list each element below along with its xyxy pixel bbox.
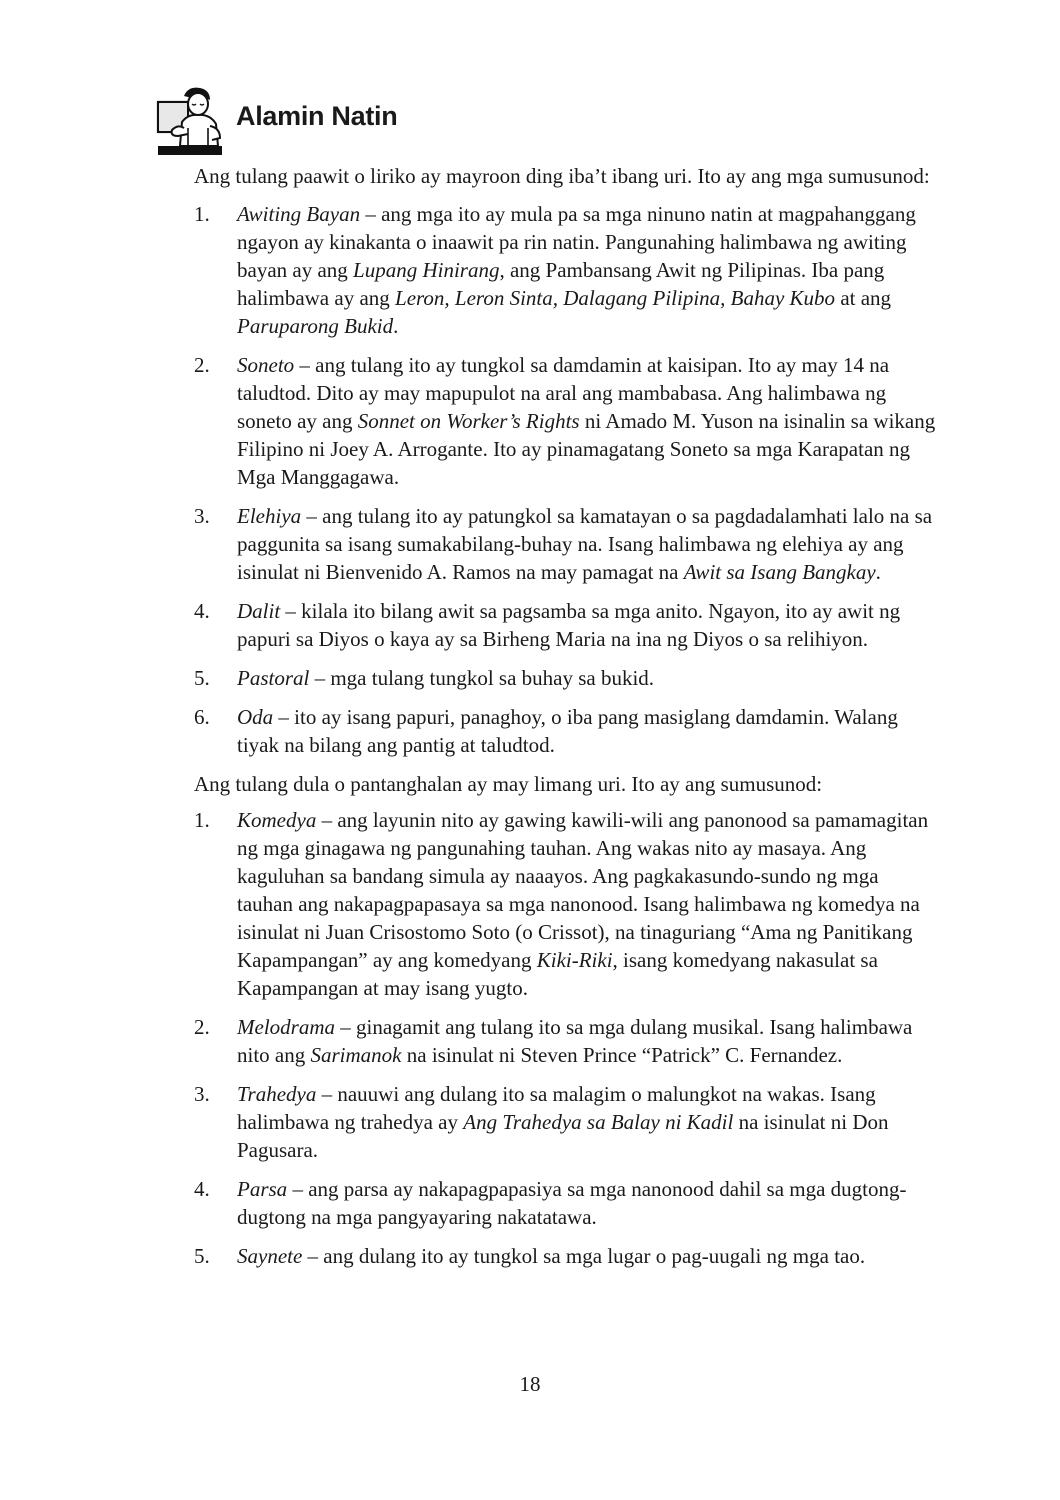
- liriko-intro: Ang tulang paawit o liriko ay mayroon ding iba’t ibang uri. Ito ay ang mga sumusunod:: [194, 164, 930, 188]
- dula-intro: Ang tulang dula o pantanghalan ay may limang uri. Ito ay ang sumusunod:: [194, 772, 823, 796]
- item-text: Komedya – ang layunin nito ay gawing kawili-wili ang panonood sa pamamagitan ng mga ginagawa ng pangunahing tauhan. Ang wakas nito ay masaya. Ang kaguluhan sa bandang simula ay naaayos. Ang pagkakasundo-sundo ng mga tauhan ang nakapagpapasaya sa mga nanonood. Isang halimbawa ng komedya na isinulat ni Juan Crisostomo Soto (o Crissot), na tinaguriang “Ama ng Panitikang Kapampangan” ay ang komedyang Kiki-Riki, isang komedyang nakasulat sa Kapampangan at may isang yugto.: [237, 808, 929, 1000]
- list-item: [151, 1013, 937, 1069]
- item-text: Soneto – ang tulang ito ay tungkol sa damdamin at kaisipan. Ito ay may 14 na taludtod. Dito ay may mapupulot na aral ang mambabasa. Ang halimbawa ng soneto ay ang Sonnet on Worker’s Rights ni Amado M. Yuson na isinalin sa wikang Filipino ni Joey A. Arrogante. Ito ay pinamagatang Soneto sa mga Karapatan ng Mga Manggagawa.: [237, 353, 936, 489]
- list-item: [151, 597, 937, 653]
- item-number: 2.: [194, 1015, 210, 1039]
- item-text: Saynete – ang dulang ito ay tungkol sa mga lugar o pag-uugali ng mga tao.: [237, 1244, 866, 1268]
- list-item: [151, 502, 937, 586]
- list-item: [151, 200, 937, 340]
- section-title: Alamin Natin: [236, 100, 398, 131]
- list-item: [151, 1080, 937, 1164]
- liriko-list: [151, 200, 937, 759]
- dula-list: [151, 806, 937, 1270]
- item-text: Dalit – kilala ito bilang awit sa pagsamba sa mga anito. Ngayon, ito ay awit ng papuri sa Diyos o kaya ay sa Birheng Maria na ina ng Diyos o sa relihiyon.: [237, 599, 901, 651]
- item-number: 5.: [194, 666, 210, 690]
- section-header: [148, 84, 397, 156]
- list-item: [151, 703, 937, 759]
- item-text: Parsa – ang parsa ay nakapagpapasiya sa mga nanonood dahil sa mga dugtong-dugtong na mga pangyayaring nakatatawa.: [237, 1177, 907, 1229]
- item-number: 6.: [194, 705, 210, 729]
- item-number: 4.: [194, 599, 210, 623]
- list-item: [151, 351, 937, 491]
- item-text: Awiting Bayan – ang mga ito ay mula pa sa mga ninuno natin at magpahanggang ngayon ay kinakanta o inaawit pa rin natin. Pangunahing halimbawa ng awiting bayan ay ang Lupang Hinirang, ang Pambansang Awit ng Pilipinas. Iba pang halimbawa ay ang Leron, Leron Sinta, Dalagang Pilipina, Bahay Kubo at ang Paruparong Bukid.: [237, 202, 916, 338]
- item-text: Pastoral – mga tulang tungkol sa buhay sa bukid.: [237, 666, 655, 690]
- item-number: 2.: [194, 353, 210, 377]
- item-text: Oda – ito ay isang papuri, panaghoy, o iba pang masiglang damdamin. Walang tiyak na bilang ang pantig at taludtod.: [237, 705, 898, 757]
- reading-student-icon: [148, 84, 230, 156]
- list-item: [151, 1242, 937, 1270]
- item-number: 3.: [194, 1082, 210, 1106]
- list-item: [151, 806, 937, 1002]
- item-text: Elehiya – ang tulang ito ay patungkol sa kamatayan o sa pagdadalamhati lalo na sa paggunita sa isang sumakabilang-buhay na. Isang halimbawa ng elehiya ay ang isinulat ni Bienvenido A. Ramos na may pamagat na Awit sa Isang Bangkay.: [237, 504, 933, 584]
- item-text: Melodrama – ginagamit ang tulang ito sa mga dulang musikal. Isang halimbawa nito ang Sarimanok na isinulat ni Steven Prince “Patrick” C. Fernandez.: [237, 1015, 913, 1067]
- item-number: 5.: [194, 1244, 210, 1268]
- item-number: 4.: [194, 1177, 210, 1201]
- list-item: [151, 664, 937, 692]
- main-content: [151, 162, 937, 1281]
- item-number: 3.: [194, 504, 210, 528]
- list-item: [151, 1175, 937, 1231]
- item-text: Trahedya – nauuwi ang dulang ito sa malagim o malungkot na wakas. Isang halimbawa ng trahedya ay Ang Trahedya sa Balay ni Kadil na isinulat ni Don Pagusara.: [237, 1082, 889, 1162]
- item-number: 1.: [194, 808, 210, 832]
- page-number: 18: [519, 1372, 541, 1396]
- item-number: 1.: [194, 202, 210, 226]
